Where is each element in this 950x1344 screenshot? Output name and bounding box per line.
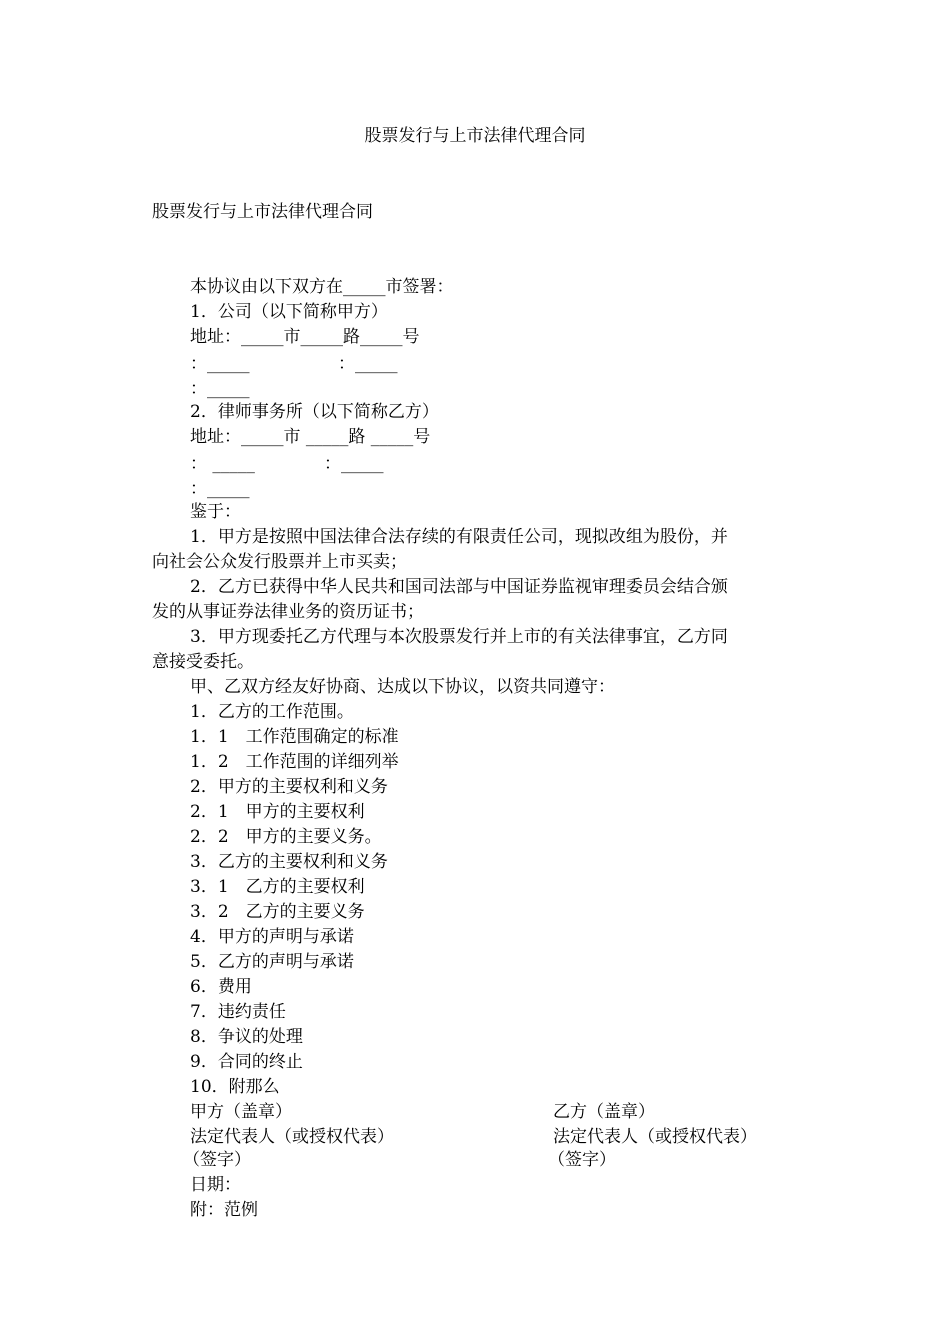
- party-a-address: 地址：_____市_____路_____号: [190, 327, 420, 347]
- appendix-label: 附：范例: [190, 1200, 258, 1220]
- clause-item: 1．1 工作范围确定的标准: [190, 727, 399, 747]
- clause-item: 1．乙方的工作范围。: [190, 702, 354, 722]
- date-label: 日期：: [190, 1175, 241, 1195]
- clause-item: 7．违约责任: [190, 1002, 286, 1022]
- party-a-signature: （签字）: [183, 1150, 251, 1170]
- clause-item: 6．费用: [190, 977, 252, 997]
- party-b-signature: （签字）: [548, 1150, 616, 1170]
- party-b-representative: 法定代表人（或授权代表）: [553, 1127, 757, 1147]
- party-a-seal: 甲方（盖章）: [190, 1102, 292, 1122]
- party-a-representative: 法定代表人（或授权代表）: [190, 1127, 394, 1147]
- clause-item: 2．1 甲方的主要权利: [190, 802, 365, 822]
- clause-item: 4．甲方的声明与承诺: [190, 927, 354, 947]
- document-title: 股票发行与上市法律代理合同: [364, 126, 586, 146]
- whereas-item-cont: 发的从事证券法律业务的资历证书；: [152, 602, 424, 622]
- party-a-field: ：_____: [338, 354, 398, 374]
- clause-item: 10．附那么: [190, 1077, 280, 1097]
- party-b-seal: 乙方（盖章）: [553, 1102, 655, 1122]
- clause-item: 3．1 乙方的主要权利: [190, 877, 365, 897]
- clause-item: 3．乙方的主要权利和义务: [190, 852, 388, 872]
- whereas-item-cont: 向社会公众发行股票并上市买卖；: [152, 552, 407, 572]
- whereas-item-cont: 意接受委托。: [152, 652, 254, 672]
- party-a-field: ：_____: [190, 379, 250, 399]
- party-b-field: ：_____: [190, 479, 250, 499]
- party-b-address: 地址：_____市 _____路 _____号: [190, 427, 431, 447]
- clause-item: 9．合同的终止: [190, 1052, 303, 1072]
- clause-item: 5．乙方的声明与承诺: [190, 952, 354, 972]
- clause-item: 2．甲方的主要权利和义务: [190, 777, 388, 797]
- party-b-field: ： _____: [190, 454, 255, 474]
- clause-item: 1．2 工作范围的详细列举: [190, 752, 399, 772]
- clause-item: 8．争议的处理: [190, 1027, 303, 1047]
- party-b-heading: 2．律师事务所（以下简称乙方）: [190, 402, 439, 422]
- party-a-field: ：_____: [190, 354, 250, 374]
- whereas-item: 3．甲方现委托乙方代理与本次股票发行并上市的有关法律事宜，乙方同: [190, 627, 728, 647]
- whereas-item: 2．乙方已获得中华人民共和国司法部与中国证券监视审理委员会结合颁: [190, 577, 728, 597]
- whereas-label: 鉴于：: [190, 502, 241, 522]
- party-a-heading: 1．公司（以下简称甲方）: [190, 302, 388, 322]
- party-b-field: ：_____: [324, 454, 384, 474]
- agreement-intro: 甲、乙双方经友好协商、达成以下协议，以资共同遵守：: [190, 677, 615, 697]
- clause-item: 3．2 乙方的主要义务: [190, 902, 365, 922]
- whereas-item: 1．甲方是按照中国法律合法存续的有限责任公司，现拟改组为股份，并: [190, 527, 728, 547]
- intro-line: 本协议由以下双方在_____市签署：: [190, 277, 454, 297]
- clause-item: 2．2 甲方的主要义务。: [190, 827, 382, 847]
- document-heading: 股票发行与上市法律代理合同: [152, 202, 373, 222]
